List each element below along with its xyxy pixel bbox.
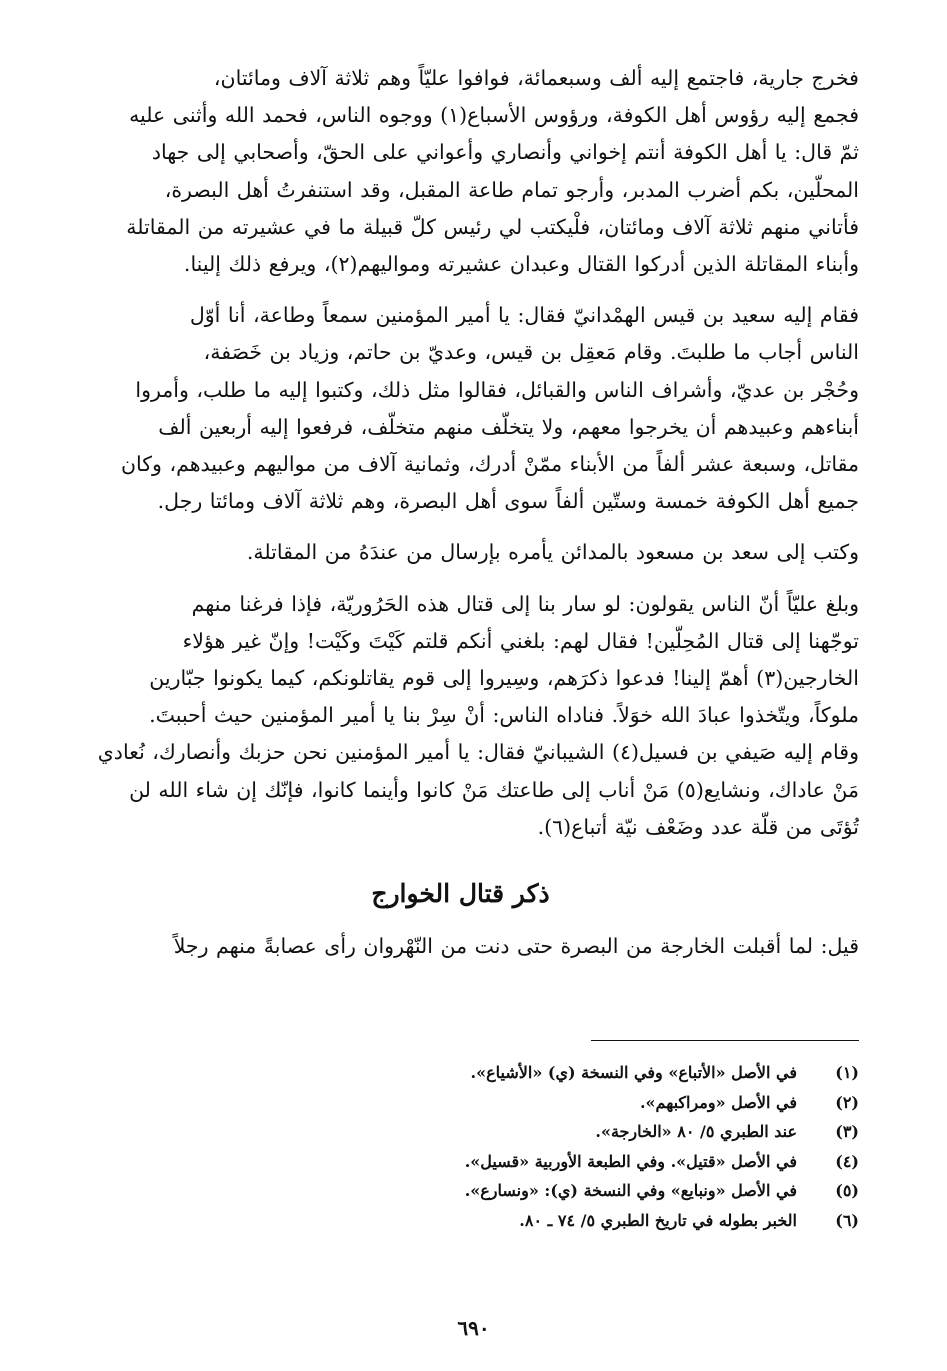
footnote-number: (١)	[835, 1063, 859, 1082]
footnote-text: عند الطبري ٥/ ٨٠ «الخارجة».	[595, 1122, 797, 1141]
text-line: تُؤتَى من قلّة عدد وضَعْف نيّة أتباع(٦).	[537, 814, 859, 839]
paragraph	[62, 60, 859, 283]
paragraph	[62, 297, 859, 520]
text-line: وبلغ عليّاً أنّ الناس يقولون: لو سار بنا إلى قتال هذه الحَرُوريّة، فإذا فرغنا منهم	[191, 591, 859, 616]
text-line: المحلّين، بكم أضرب المدبر، وأرجو تمام طاعة المقبل، وقد استنفرتُ أهل البصرة،	[164, 177, 859, 202]
body-text	[62, 60, 859, 846]
text-line: وقام إليه صَيفي بن فسيل(٤) الشيبانيّ فقال: يا أمير المؤمنين نحن حزبك وأنصارك، نُعادي	[97, 740, 859, 765]
footnotes	[62, 1063, 859, 1240]
footnote	[62, 1063, 859, 1093]
footnote	[62, 1093, 859, 1123]
footnote-separator	[591, 1040, 859, 1041]
text-line: الناس أجاب ما طلبتَ. وقام مَعقِل بن قيس، وعديّ بن حاتم، وزياد بن خَصَفة،	[203, 340, 859, 365]
page-number: ٦٩٠	[457, 1316, 490, 1340]
text-line: فقام إليه سعيد بن قيس الهمْدانيّ فقال: يا أمير المؤمنين سمعاً وطاعة، أنا أوّل	[189, 303, 859, 328]
footnote	[62, 1181, 859, 1211]
footnote-text: في الأصل «ونبايع» وفي النسخة (ي): «ونسارع».	[464, 1181, 797, 1200]
text-line: مَنْ عاداك، ونشايع(٥) مَنْ أناب إلى طاعتك مَنْ كانوا وأينما كانوا، فإنّك إن شاء الله لن	[129, 777, 859, 802]
text-line: وحُجْر بن عديّ، وأشراف الناس والقبائل، فقالوا مثل ذلك، وكتبوا إليه ما طلب، وأمروا	[135, 377, 859, 402]
text-line: أبناءهم وعبيدهم أن يخرجوا معهم، ولا يتخلّف منهم متخلّف، فرفعوا إليه أربعين ألف	[158, 414, 859, 439]
text-line: قيل: لما أقبلت الخارجة من البصرة حتى دنت من النّهْروان رأى عصابةً منهم رجلاً	[173, 934, 859, 959]
text-line: وأبناء المقاتلة الذين أدركوا القتال وعبدان عشيرته ومواليهم(٢)، ويرفع ذلك إلينا.	[183, 252, 859, 277]
footnote	[62, 1152, 859, 1182]
text-line: وكتب إلى سعد بن مسعود بالمدائن يأمره بإرسال من عندَهُ من المقاتلة.	[246, 540, 859, 565]
footnote-number: (٤)	[835, 1151, 859, 1171]
footnote-number: (٣)	[835, 1122, 859, 1141]
footnote-number: (٦)	[835, 1210, 859, 1230]
text-line: ملوكاً، ويتّخذوا عبادَ الله خوَلاً. فناداه الناس: أنْ سِرْ بنا يا أمير المؤمنين حيث أحببتَ.	[149, 703, 859, 728]
text-line: مقاتل، وسبعة عشر ألفاً من الأبناء ممّنْ أدرك، وثمانية آلاف من مواليهم وعبيدهم، وكان	[120, 452, 859, 477]
footnote-text: في الأصل «قتيل». وفي الطبعة الأوربية «قسيل».	[464, 1151, 797, 1171]
text-line: توجّهنا إلى قتال المُحِلّين! فقال لهم: بلغني أنكم قلتم كَيْتَ وكَيْت! وإنّ غير هؤلاء	[182, 628, 859, 653]
footnote	[62, 1211, 859, 1241]
footnote-text: في الأصل «الأتباع» وفي النسخة (ي) «الأشياع».	[470, 1063, 797, 1082]
footnote-text: الخبر بطوله في تاريخ الطبري ٥/ ٧٤ ـ ٨٠.	[519, 1210, 797, 1230]
paragraph	[62, 534, 859, 571]
paragraph	[62, 928, 859, 965]
text-line: فخرج جارية، فاجتمع إليه ألف وسبعمائة، فوافوا عليّاً وهم ثلاثة آلاف ومائتان،	[213, 66, 859, 90]
section-heading: ذكر قتال الخوارج	[371, 879, 550, 909]
text-line: ثمّ قال: يا أهل الكوفة أنتم إخواني وأنصاري وأعواني على الحقّ، وأصحابي إلى جهاد	[151, 140, 859, 165]
paragraph	[62, 586, 859, 846]
text-line: فأتاني منهم ثلاثة آلاف ومائتان، فلْيكتب لي رئيس كلّ قبيلة ما في عشيرته من المقاتلة	[126, 214, 859, 239]
footnote-number: (٥)	[835, 1181, 859, 1200]
footnote	[62, 1122, 859, 1152]
footnote-text: في الأصل «ومراكبهم».	[639, 1092, 797, 1112]
footnote-number: (٢)	[835, 1092, 859, 1112]
text-line: جميع أهل الكوفة خمسة وستّين ألفاً سوى أهل البصرة، وهم ثلاثة آلاف ومائتا رجل.	[157, 489, 859, 514]
text-line: الخارجين(٣) أهمّ إلينا! فدعوا ذكرَهم، وسِيروا إلى قوم يقاتلونكم، كيما يكونوا جبّارين	[149, 666, 859, 691]
section-text	[62, 928, 859, 965]
text-line: فجمع إليه رؤوس أهل الكوفة، ورؤوس الأسباع(١) ووجوه الناس، فحمد الله وأثنى عليه	[129, 103, 859, 128]
